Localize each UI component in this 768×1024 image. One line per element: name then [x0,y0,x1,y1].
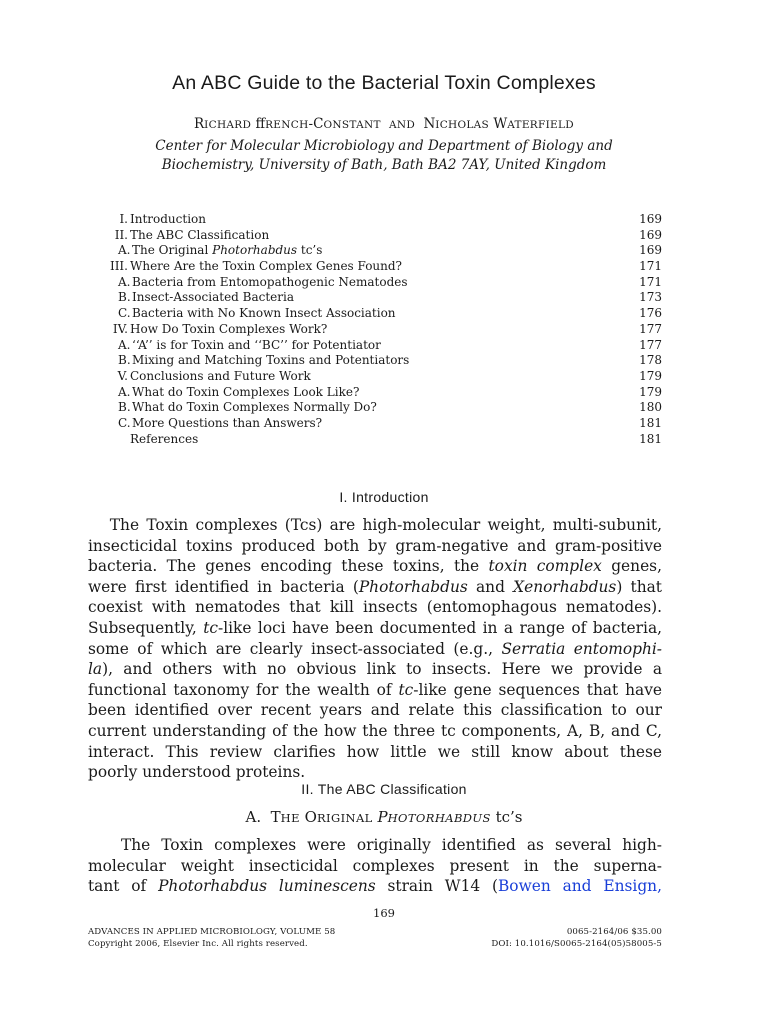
toc-entry[interactable] [88,338,662,354]
author-1: RICHARD ffRENCH-CONSTANT [193,116,381,132]
toc-entry[interactable] [88,243,662,259]
toc-entry-number: IV. [112,321,128,336]
toc-entry[interactable] [88,290,662,306]
text-line: interact. This review clarifies how little we still know about these [88,742,662,761]
toc-entry-label: What do Toxin Complexes Normally Do? [132,400,377,415]
table-of-contents [88,212,662,447]
text-line: The Toxin complexes (Tcs) are high-molecular weight, multi-subunit, [88,516,662,534]
text-line: Subsequently, tc-like loci have been documented in a range of bacteria, [88,618,663,637]
text-line: insecticidal toxins produced both by gram-negative and gram-positive [88,536,662,555]
footer-right [491,926,662,950]
text-line: The Toxin complexes were originally identified as several high- [88,836,662,854]
toc-entry-number: B. [118,353,131,368]
toc-entry-label: Mixing and Matching Toxins and Potentiators [132,353,410,368]
toc-entry-page: 169 [639,227,662,242]
text-line: were first identified in bacteria (Photorhabdus and Xenorhabdus) that [88,577,662,596]
toc-entry-label: References [130,431,199,446]
toc-entry-page: 178 [639,353,662,368]
toc-entry-page: 171 [639,274,662,289]
text-line: coexist with nematodes that kill insects (entomophagous nematodes). [88,598,662,617]
text-line: functional taxonomy for the wealth of tc-like gene sequences that have [88,680,662,699]
toc-entry-page: 176 [639,306,662,321]
journal-info: ADVANCES IN APPLIED MICROBIOLOGY, VOLUME 58 [88,927,336,937]
toc-entry[interactable] [88,385,662,401]
article-title: An ABC Guide to the Bacterial Toxin Complexes [172,72,596,94]
toc-entry-number: II. [114,227,128,242]
toc-entry-page: 180 [639,400,662,415]
toc-entry[interactable] [88,432,662,448]
toc-entry-page: 177 [639,337,662,352]
toc-entry-number: I. [119,212,128,226]
toc-entry[interactable] [88,306,662,322]
doi: DOI: 10.1016/S0065-2164(05)58005-5 [491,939,662,949]
toc-entry-number: A. [118,384,131,399]
toc-entry-page: 179 [639,384,662,399]
page-number: 169 [373,906,395,920]
toc-entry-label: The ABC Classification [130,227,270,242]
toc-entry-number: A. [118,337,131,352]
toc-entry-page: 173 [639,290,662,305]
toc-entry-number: B. [118,290,131,305]
footer-left [88,926,335,950]
toc-entry[interactable] [88,322,662,338]
author-conjunction: AND [389,119,416,131]
toc-entry-label: What do Toxin Complexes Look Like? [132,384,360,399]
toc-entry-label: Introduction [130,212,206,226]
toc-entry-number: B. [118,400,131,415]
section-heading-abc-classification: II. The ABC Classification [301,781,467,797]
toc-entry[interactable] [88,275,662,291]
affiliation-line: Biochemistry, University of Bath, Bath BA2 7AY, United Kingdom [161,157,607,173]
toc-entry-page: 179 [639,368,662,383]
abc-classification-paragraph [88,835,662,897]
toc-entry-page: 169 [639,243,662,258]
toc-entry[interactable] [88,212,662,228]
copyright: Copyright 2006, Elsevier Inc. All rights reserved. [88,939,308,949]
toc-entry-number: III. [109,259,128,274]
toc-entry-number: V. [117,368,128,383]
citation-link[interactable]: Bowen and Ensign, [498,877,662,896]
toc-entry[interactable] [88,369,662,385]
toc-entry-page: 181 [639,431,662,446]
subsection-heading-original-photorhabdus: A. THE ORIGINAL PHOTORHABDUS tc’s [245,808,523,826]
author-line [0,116,768,132]
toc-entry-number: C. [118,306,131,321]
toc-entry[interactable] [88,400,662,416]
toc-entry-label: More Questions than Answers? [132,415,323,430]
affiliation [0,137,768,175]
toc-entry[interactable] [88,416,662,432]
toc-entry-label: Where Are the Toxin Complex Genes Found? [130,259,402,274]
text-line: some of which are clearly insect-associated (e.g., Serratia entomophi- [88,639,662,658]
toc-entry-page: 169 [639,212,662,226]
text-line: current understanding of the how the three tc components, A, B, and C, [88,721,662,740]
section-heading-introduction: I. Introduction [339,489,429,505]
toc-entry-label: ‘‘A’’ is for Toxin and ‘‘BC’’ for Potentiator [132,337,381,352]
issn-price: 0065-2164/06 $35.00 [566,927,662,937]
toc-entry-label: How Do Toxin Complexes Work? [130,321,328,336]
introduction-paragraph [88,515,662,783]
toc-entry-number: A. [118,243,131,258]
text-line: la), and others with no obvious link to insects. Here we provide a [88,660,662,679]
affiliation-line: Center for Molecular Microbiology and Department of Biology and [155,138,613,154]
toc-entry-label: Bacteria with No Known Insect Association [132,306,396,321]
toc-entry-label: The Original Photorhabdus tc’s [132,243,323,258]
toc-entry-page: 177 [639,321,662,336]
toc-entry[interactable] [88,259,662,275]
text-line: molecular weight insecticidal complexes present in the superna- [88,856,662,875]
toc-entry[interactable] [88,353,662,369]
text-line: tant of Photorhabdus luminescens strain W14 (Bowen and Ensign, [88,877,662,896]
author-2: NICHOLAS WATERFIELD [423,116,575,132]
text-line: bacteria. The genes encoding these toxins, the toxin complex genes, [88,557,662,576]
toc-entry-label: Conclusions and Future Work [130,368,311,383]
toc-entry-label: Insect-Associated Bacteria [132,290,295,305]
toc-entry-number: C. [118,415,131,430]
toc-entry-page: 181 [639,415,662,430]
toc-entry-label: Bacteria from Entomopathogenic Nematodes [132,274,408,289]
text-line: poorly understood proteins. [88,763,306,782]
toc-entry[interactable] [88,228,662,244]
toc-entry-page: 171 [639,259,662,274]
toc-entry-number: A. [118,274,131,289]
text-line: been identified over recent years and relate this classification to our [88,701,662,720]
